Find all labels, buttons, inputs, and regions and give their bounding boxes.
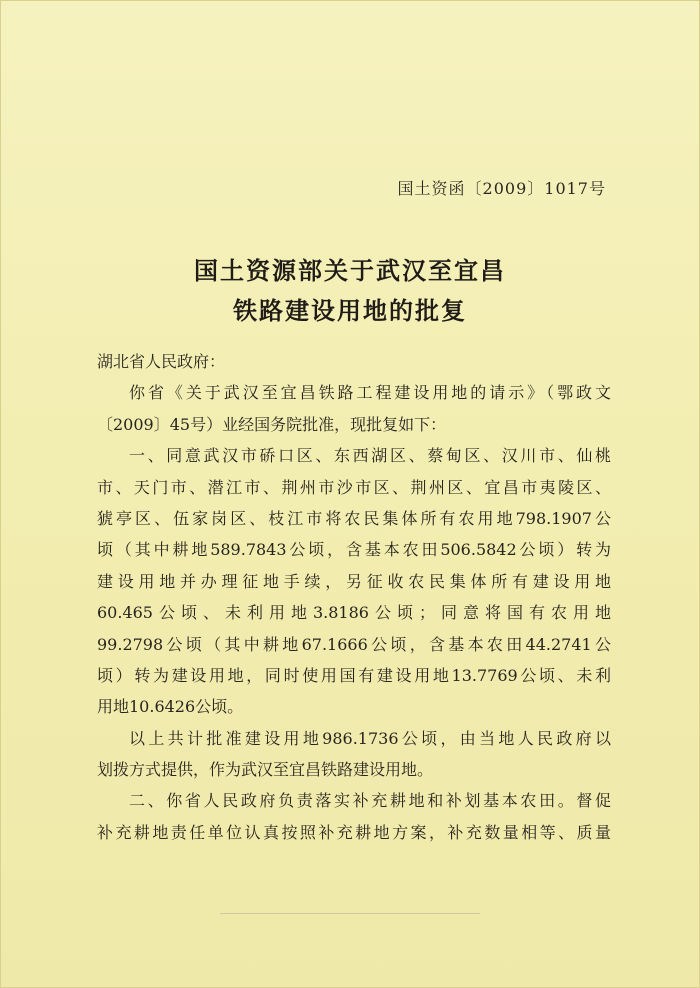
document-title-line-2: 铁路建设用地的批复 xyxy=(233,297,467,325)
salutation: 湖北省人民政府： xyxy=(97,352,226,371)
body-line: 顷（其中耕地589.7843公顷，含基本农田506.5842公顷）转为 xyxy=(97,540,611,560)
body-line: 补充耕地责任单位认真按照补充耕地方案，补充数量相等、质量 xyxy=(97,822,611,842)
body-line: 二、你省人民政府负责落实补充耕地和补划基本农田。督促 xyxy=(129,791,611,811)
body-line: 〔2009〕45号）业经国务院批准，现批复如下： xyxy=(97,414,447,434)
body-line: 市、天门市、潜江市、荆州市沙市区、荆州区、宜昌市夷陵区、 xyxy=(97,477,611,497)
body-line: 一、同意武汉市硚口区、东西湖区、蔡甸区、汉川市、仙桃 xyxy=(129,446,611,466)
body-line: 用地10.6426公顷。 xyxy=(97,697,244,717)
document-number: 国土资函〔2009〕1017号 xyxy=(397,179,606,198)
scan-artifact-line xyxy=(220,913,480,914)
body-line: 99.2798公顷（其中耕地67.1666公顷，含基本农田44.2741公 xyxy=(97,634,611,654)
body-line: 建设用地并办理征地手续，另征收农民集体所有建设用地 xyxy=(97,571,611,591)
body-line: 顷）转为建设用地，同时使用国有建设用地13.7769公顷、未利 xyxy=(97,665,611,685)
document-body xyxy=(97,346,611,848)
body-line: 你省《关于武汉至宜昌铁路工程建设用地的请示》（鄂政文 xyxy=(129,383,611,403)
document-title-line-1: 国土资源部关于武汉至宜昌 xyxy=(194,257,506,285)
body-line: 划拨方式提供，作为武汉至宜昌铁路建设用地。 xyxy=(97,760,434,780)
body-line: 60.465公顷、未利用地3.8186公顷；同意将国有农用地 xyxy=(97,603,611,623)
body-line: 以上共计批准建设用地986.1736公顷，由当地人民政府以 xyxy=(129,728,611,748)
body-line: 猇亭区、伍家岗区、枝江市将农民集体所有农用地798.1907公 xyxy=(97,508,611,528)
